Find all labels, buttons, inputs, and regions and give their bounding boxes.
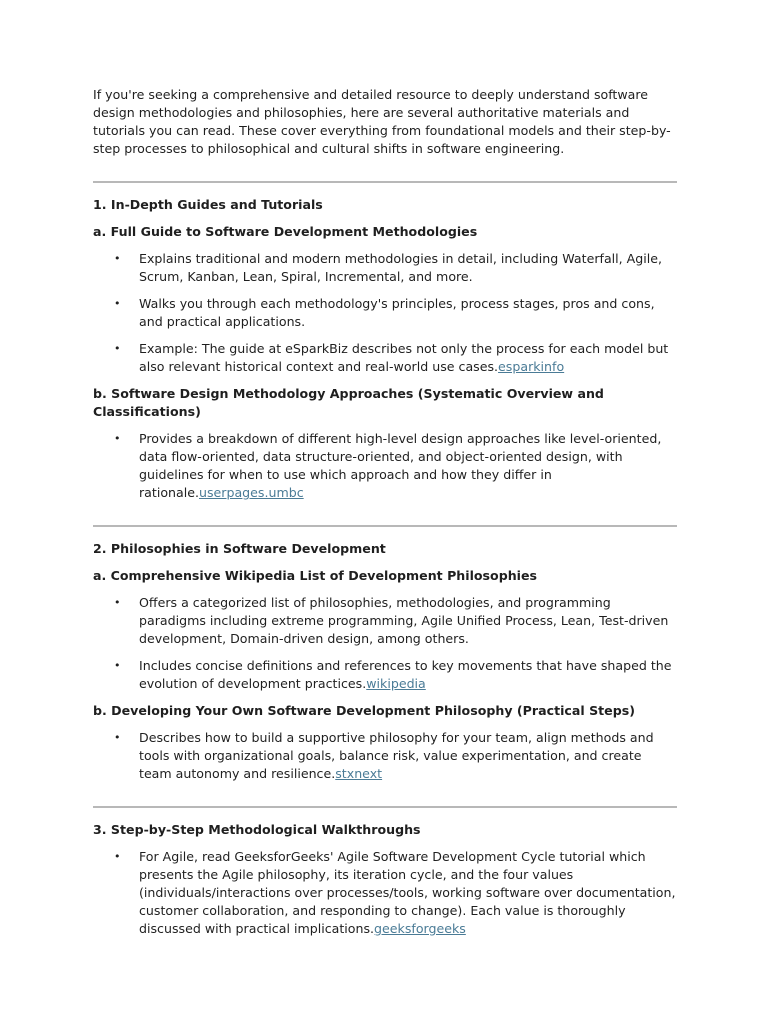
list-item: [93, 430, 677, 502]
document-content: [93, 86, 677, 938]
section-divider: [93, 181, 677, 183]
bullet-list: [93, 250, 677, 376]
bullet-icon: •: [114, 596, 121, 609]
bullet-list: [93, 729, 677, 783]
list-item-text: Explains traditional and modern methodologies in detail, including Waterfall, Agile, Scrum, Kanban, Lean, Spiral, Incremental, and more.: [139, 251, 663, 284]
list-item: [93, 657, 677, 693]
list-item-text: For Agile, read GeeksforGeeks' Agile Software Development Cycle tutorial which presents the Agile philosophy, its iteration cycle, and the four values (individuals/interactions over processes/tools, working software over documentation, customer collaboration, and responding to change). Each value is thoroughly discussed with practical implications.: [139, 849, 676, 936]
bullet-list: [93, 594, 677, 693]
section-divider: [93, 806, 677, 808]
bullet-icon: •: [114, 252, 121, 265]
section-title: 3. Step-by-Step Methodological Walkthroughs: [93, 822, 421, 837]
list-item-text: Includes concise definitions and references to key movements that have shaped the evolution of development practices.: [139, 658, 672, 691]
bullet-icon: •: [114, 659, 121, 672]
source-link-geeksforgeeks[interactable]: geeksforgeeks: [374, 921, 466, 936]
subsection-title: b. Software Design Methodology Approaches (Systematic Overview and Classifications): [93, 386, 604, 419]
list-item: [93, 848, 677, 938]
list-item-text: Walks you through each methodology's principles, process stages, pros and cons, and practical applications.: [139, 296, 655, 329]
list-item: [93, 250, 677, 286]
list-item: [93, 295, 677, 331]
list-item-text: Example: The guide at eSparkBiz describes not only the process for each model but also relevant historical context and real-world use cases.: [139, 341, 669, 374]
source-link-wikipedia[interactable]: wikipedia: [366, 676, 426, 691]
list-item-text: Describes how to build a supportive philosophy for your team, align methods and tools with organizational goals, balance risk, value experimentation, and create team autonomy and resilience.: [139, 730, 654, 781]
intro-paragraph: If you're seeking a comprehensive and detailed resource to deeply understand software design methodologies and philosophies, here are several authoritative materials and tutorials you can read. These cover everything from foundational models and their step-by-step processes to philosophical and cultural shifts in software engineering.: [93, 87, 671, 156]
subsection-title: a. Comprehensive Wikipedia List of Development Philosophies: [93, 568, 538, 583]
bullet-list: [93, 848, 677, 938]
bullet-icon: •: [114, 850, 121, 863]
bullet-icon: •: [114, 731, 121, 744]
list-item: [93, 340, 677, 376]
section-title: 1. In-Depth Guides and Tutorials: [93, 197, 323, 212]
source-link-stxnext[interactable]: stxnext: [335, 766, 383, 781]
list-item-text: Provides a breakdown of different high-level design approaches like level-oriented, data flow-oriented, data structure-oriented, and object-oriented design, with guidelines for when to use which approach and how they differ in rationale.: [139, 431, 662, 500]
list-item-text: Offers a categorized list of philosophies, methodologies, and programming paradigms including extreme programming, Agile Unified Process, Lean, Test-driven development, Domain-driven design, among others.: [139, 595, 669, 646]
list-item: [93, 594, 677, 648]
source-link-esparkinfo[interactable]: esparkinfo: [498, 359, 565, 374]
list-item: [93, 729, 677, 783]
bullet-icon: •: [114, 297, 121, 310]
bullet-list: [93, 430, 677, 502]
section-title: 2. Philosophies in Software Development: [93, 541, 386, 556]
section-divider: [93, 525, 677, 527]
subsection-title: b. Developing Your Own Software Development Philosophy (Practical Steps): [93, 703, 635, 718]
bullet-icon: •: [114, 432, 121, 445]
bullet-icon: •: [114, 342, 121, 355]
source-link-userpages-umbc[interactable]: userpages.umbc: [199, 485, 304, 500]
subsection-title: a. Full Guide to Software Development Methodologies: [93, 224, 478, 239]
